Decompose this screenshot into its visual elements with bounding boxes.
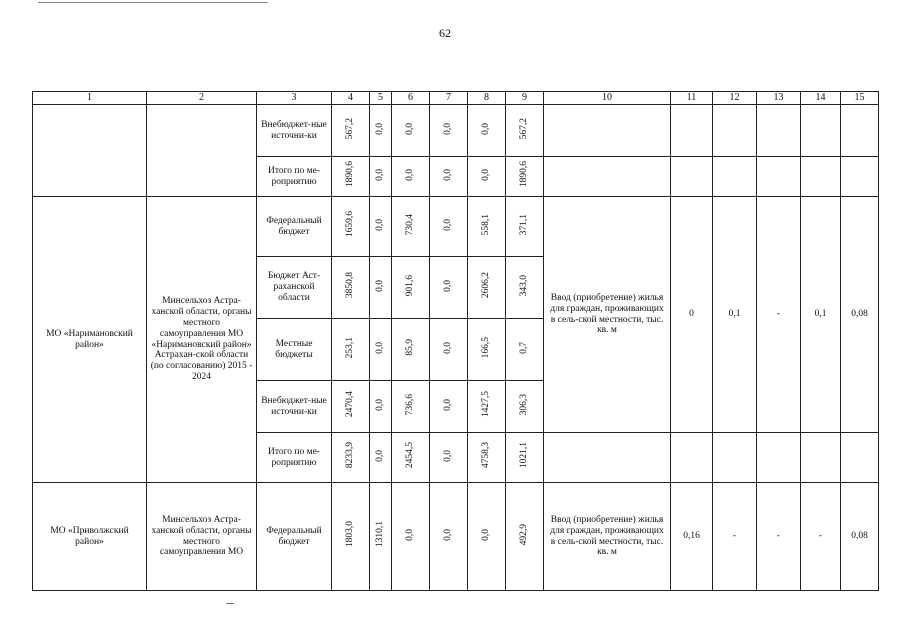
target-cell — [801, 157, 841, 197]
target-cell: 0,08 — [841, 483, 879, 591]
indicator-cell: Ввод (приобретение) жилья для граждан, проживающих в сель-ской местности, тыс. кв. м — [544, 483, 671, 591]
value-cell: 2454,5 — [392, 433, 430, 483]
target-cell — [757, 157, 801, 197]
header-cell: 10 — [544, 92, 671, 105]
target-cell: 0,1 — [713, 197, 757, 433]
source-label: Итого по ме-роприятию — [257, 433, 332, 483]
indicator-cell — [544, 157, 671, 197]
value-cell: 0,0 — [370, 257, 392, 319]
value-cell: 0,0 — [468, 483, 506, 591]
source-label: Итого по ме-роприятию — [257, 157, 332, 197]
value-cell: 0,0 — [370, 105, 392, 157]
header-cell: 4 — [332, 92, 370, 105]
indicator-cell: Ввод (приобретение) жилья для граждан, проживающих в сель-ской местности, тыс. кв. м — [544, 197, 671, 433]
target-cell: 0 — [671, 197, 713, 433]
target-cell — [671, 105, 713, 157]
value-cell: 0,0 — [430, 105, 468, 157]
value-cell: 0,0 — [430, 157, 468, 197]
value-cell: 3850,8 — [332, 257, 370, 319]
value-cell: 253,1 — [332, 319, 370, 381]
target-cell: - — [757, 197, 801, 433]
value-cell: 0,0 — [392, 157, 430, 197]
target-cell — [671, 433, 713, 483]
target-cell — [671, 157, 713, 197]
value-cell: 0,0 — [370, 157, 392, 197]
table-row — [33, 197, 879, 257]
header-cell: 8 — [468, 92, 506, 105]
value-cell: 0,0 — [430, 381, 468, 433]
municipality-cell — [33, 105, 147, 197]
header-row — [33, 92, 879, 105]
value-cell: 85,9 — [392, 319, 430, 381]
target-cell: - — [757, 483, 801, 591]
target-cell — [801, 433, 841, 483]
value-cell: 0,0 — [468, 157, 506, 197]
value-cell: 0,7 — [506, 319, 544, 381]
value-cell: 0,0 — [430, 433, 468, 483]
indicator-cell — [544, 433, 671, 483]
target-cell: 0,16 — [671, 483, 713, 591]
target-cell: - — [801, 483, 841, 591]
scan-mark — [226, 603, 234, 604]
value-cell: 736,6 — [392, 381, 430, 433]
value-cell: 1427,5 — [468, 381, 506, 433]
value-cell: 567,2 — [332, 105, 370, 157]
value-cell: 1890,6 — [506, 157, 544, 197]
target-cell — [713, 105, 757, 157]
value-cell: 1659,6 — [332, 197, 370, 257]
source-label: Федеральный бюджет — [257, 197, 332, 257]
header-cell: 15 — [841, 92, 879, 105]
source-label: Местные бюджеты — [257, 319, 332, 381]
target-cell: - — [713, 483, 757, 591]
value-cell: 730,4 — [392, 197, 430, 257]
source-label: Федеральный бюджет — [257, 483, 332, 591]
value-cell: 343,0 — [506, 257, 544, 319]
value-cell: 0,0 — [370, 433, 392, 483]
target-cell — [801, 105, 841, 157]
source-label: Внебюджет-ные источни-ки — [257, 381, 332, 433]
value-cell: 2606,2 — [468, 257, 506, 319]
target-cell — [757, 433, 801, 483]
value-cell: 558,1 — [468, 197, 506, 257]
value-cell: 0,0 — [430, 319, 468, 381]
value-cell: 0,0 — [430, 257, 468, 319]
value-cell: 1021,1 — [506, 433, 544, 483]
indicator-cell — [544, 105, 671, 157]
value-cell: 0,0 — [370, 319, 392, 381]
program-table — [32, 91, 879, 591]
target-cell — [757, 105, 801, 157]
page-number: 62 — [439, 26, 451, 40]
target-cell — [713, 157, 757, 197]
header-cell: 9 — [506, 92, 544, 105]
value-cell: 0,0 — [430, 483, 468, 591]
executor-cell: Минсельхоз Астра-ханской области, органы местного самоуправления МО «Наримановский район» Астрахан-ской области (по согласованию) 2015 - 2024 — [147, 197, 257, 483]
value-cell: 4758,3 — [468, 433, 506, 483]
value-cell: 166,5 — [468, 319, 506, 381]
source-label: Бюджет Аст-раханской области — [257, 257, 332, 319]
header-cell: 13 — [757, 92, 801, 105]
value-cell: 567,2 — [506, 105, 544, 157]
header-cell: 5 — [370, 92, 392, 105]
value-cell: 0,0 — [370, 197, 392, 257]
value-cell: 0,0 — [370, 381, 392, 433]
target-cell: 0,1 — [801, 197, 841, 433]
value-cell: 901,6 — [392, 257, 430, 319]
value-cell: 1310,1 — [370, 483, 392, 591]
municipality-cell: МО «Приволжский район» — [33, 483, 147, 591]
target-cell — [713, 433, 757, 483]
header-cell: 7 — [430, 92, 468, 105]
target-cell: 0,08 — [841, 197, 879, 433]
target-cell — [841, 157, 879, 197]
source-label: Внебюджет-ные источни-ки — [257, 105, 332, 157]
table-row — [33, 105, 879, 157]
table-row — [33, 483, 879, 591]
executor-cell: Минсельхоз Астра-ханской области, органы местного самоуправления МО — [147, 483, 257, 591]
header-cell: 6 — [392, 92, 430, 105]
value-cell: 0,0 — [430, 197, 468, 257]
value-cell: 2470,4 — [332, 381, 370, 433]
target-cell — [841, 105, 879, 157]
executor-cell — [147, 105, 257, 197]
value-cell: 1890,6 — [332, 157, 370, 197]
value-cell: 8233,9 — [332, 433, 370, 483]
top-scan-line — [38, 2, 268, 3]
header-cell: 11 — [671, 92, 713, 105]
header-cell: 3 — [257, 92, 332, 105]
header-cell: 14 — [801, 92, 841, 105]
value-cell: 0,0 — [392, 105, 430, 157]
value-cell: 306,3 — [506, 381, 544, 433]
header-cell: 2 — [147, 92, 257, 105]
value-cell: 492,9 — [506, 483, 544, 591]
header-cell: 1 — [33, 92, 147, 105]
value-cell: 371,1 — [506, 197, 544, 257]
header-cell: 12 — [713, 92, 757, 105]
value-cell: 0,0 — [468, 105, 506, 157]
value-cell: 0,0 — [392, 483, 430, 591]
municipality-cell: МО «Наримановский район» — [33, 197, 147, 483]
target-cell — [841, 433, 879, 483]
value-cell: 1803,0 — [332, 483, 370, 591]
